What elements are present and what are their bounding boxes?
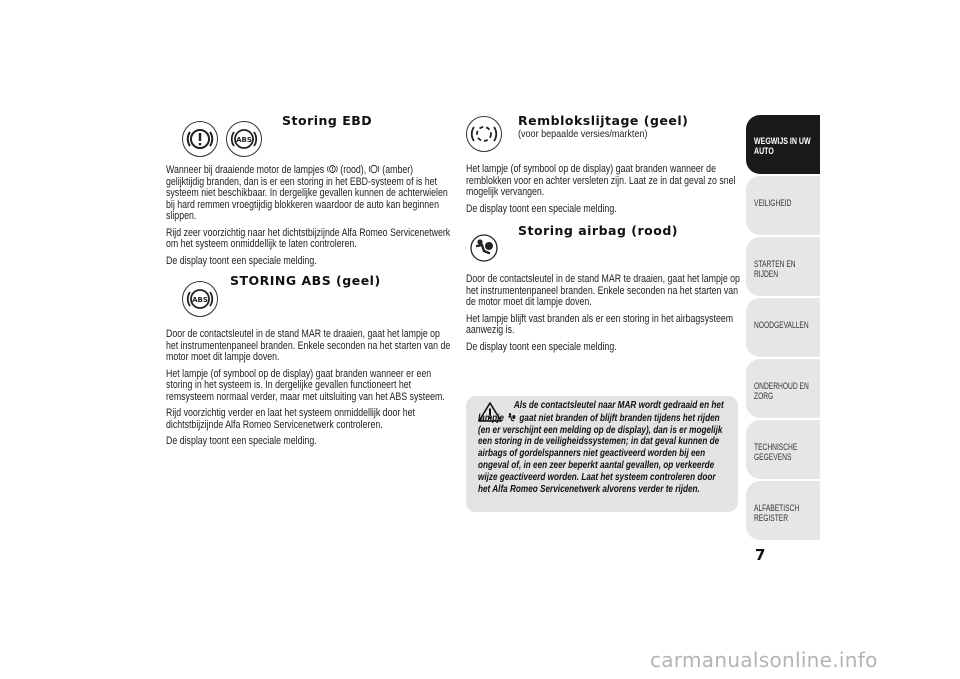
brake-pads-title: Remblokslijtage (geel) [518, 113, 689, 128]
brake-pads-subtitle: (voor bepaalde versies/markten) [518, 128, 648, 140]
abs-paragraph-4: De display toont een speciale melding. [166, 435, 317, 447]
airbag-icon [466, 230, 502, 266]
tab-label: NOODGEVALLEN [754, 320, 809, 330]
ebd-body [166, 164, 452, 267]
brake-warning-icon [327, 164, 338, 174]
ebd-p1-b: (rood), [340, 164, 367, 176]
svg-text:ABS: ABS [192, 296, 208, 304]
tab-wegwijs[interactable] [746, 115, 820, 174]
tab-label: ALFABETISCH REGISTER [754, 503, 800, 523]
brake-pads-paragraph-2: De display toont een speciale melding. [466, 202, 617, 215]
svg-text:ABS: ABS [236, 136, 252, 144]
abs-icon [182, 281, 218, 317]
tab-noodgevallen[interactable] [746, 298, 820, 357]
brake-pad-wear-icon [466, 116, 502, 152]
ebd-icons [182, 116, 262, 162]
tab-label: WEGWIJS IN UW AUTO [754, 136, 811, 157]
ebd-paragraph-1 [166, 164, 452, 223]
abs-paragraph-3: Rijd voorzichtig verder en laat het systeem onmiddellijk door het dichtstbijzijnde Alfa Romeo Servicenetwerk controleren. [166, 407, 415, 431]
abs-icon [369, 164, 380, 174]
brake-warning-icon [182, 121, 218, 157]
left-column [166, 110, 452, 453]
ebd-paragraph-3: De display toont een speciale melding. [166, 254, 317, 267]
tab-veiligheid[interactable] [746, 176, 820, 235]
right-column [466, 110, 742, 358]
brake-pads-paragraph-1: Het lampje (of symbool op de display) gaat branden wanneer de remblokken voor en achter versleten zijn. Laat ze in dat geval zo snel mogelijk vervangen. [466, 163, 736, 198]
page-number: 7 [755, 546, 766, 564]
section-ebd [166, 110, 452, 164]
tab-starten-en-rijden[interactable] [746, 237, 820, 296]
abs-icon [226, 121, 262, 157]
warning-text-b: gaat niet branden of blijft branden tijdens het rijden (en er verschijnt een melding op de display), dan is er mogelijk een storing in de veiligheidssystemen; in dat geval kunnen de airbags of gordelspanners niet geactiveerd worden bij een ongeval of, in een zeer beperkt aantal gevallen, op verkeerde wijze geactiveerd worden. Laat het systeem controleren door het Alfa Romeo Servicenetwerk alvorens verder te rijden. [478, 411, 723, 495]
airbag-paragraph-1: Door de contactsleutel in de stand MAR te draaien, gaat het lampje op het instrumentenpaneel branden. Enkele seconden na het starten van de motor moet dit lampje doven. [466, 273, 740, 308]
ebd-p1-a: Wanneer bij draaiende motor de lampjes [166, 164, 325, 176]
ebd-title: Storing EBD [282, 113, 373, 128]
airbag-paragraph-2: Het lampje blijft vast branden als er een storing in het airbagsysteem aanwezig is. [466, 312, 734, 336]
airbag-icon [506, 412, 517, 422]
abs-body [166, 329, 452, 448]
abs-title: STORING ABS (geel) [230, 273, 381, 288]
airbag-title: Storing airbag (rood) [518, 223, 678, 238]
ebd-p1-c: (amber) gelijktijdig branden, dan is er een storing in het EBD-systeem of is het systeem niet beschikbaar. In dergelijke gevallen kunnen de achterwielen bij hard remmen vroegtijdig blokkeren waardoor de auto kan beginnen slippen. [166, 164, 448, 222]
brake-pads-body [466, 164, 742, 215]
watermark: carmanualsonline.info [650, 648, 878, 672]
section-airbag [466, 220, 742, 274]
airbag-body [466, 274, 742, 353]
section-abs [166, 273, 452, 329]
tab-label: VEILIGHEID [754, 198, 792, 208]
abs-paragraph-2: Het lampje (of symbool op de display) gaat branden wanneer er een storing in het systeem is. In dergelijke gevallen functioneert het remsysteem normaal verder, maar met uitsluiting van het ABS systeem. [166, 367, 445, 403]
tab-alfabetisch-register[interactable] [746, 481, 820, 540]
chapter-tabs [746, 115, 820, 542]
warning-box [466, 396, 738, 512]
tab-onderhoud-en-zorg[interactable] [746, 359, 820, 418]
tab-technische-gegevens[interactable] [746, 420, 820, 479]
tab-label: STARTEN EN RIJDEN [754, 259, 796, 279]
section-brake-pads [466, 110, 742, 164]
warning-text [478, 400, 728, 495]
ebd-paragraph-2: Rijd zeer voorzichtig naar het dichtstbijzijnde Alfa Romeo Servicenetwerk om het systeem onmiddellijk te laten controleren. [166, 226, 451, 250]
tab-label: TECHNISCHE GEGEVENS [754, 442, 798, 462]
airbag-paragraph-3: De display toont een speciale melding. [466, 340, 617, 353]
warning-text-a: Als de contactsleutel naar MAR wordt gedraaid en het lampje [478, 399, 724, 424]
abs-paragraph-1: Door de contactsleutel in de stand MAR te draaien, gaat het lampje op het instrumentenpaneel branden. Enkele seconden na het starten van de motor moet dit lampje doven. [166, 328, 451, 363]
tab-label: ONDERHOUD EN ZORG [754, 381, 809, 401]
